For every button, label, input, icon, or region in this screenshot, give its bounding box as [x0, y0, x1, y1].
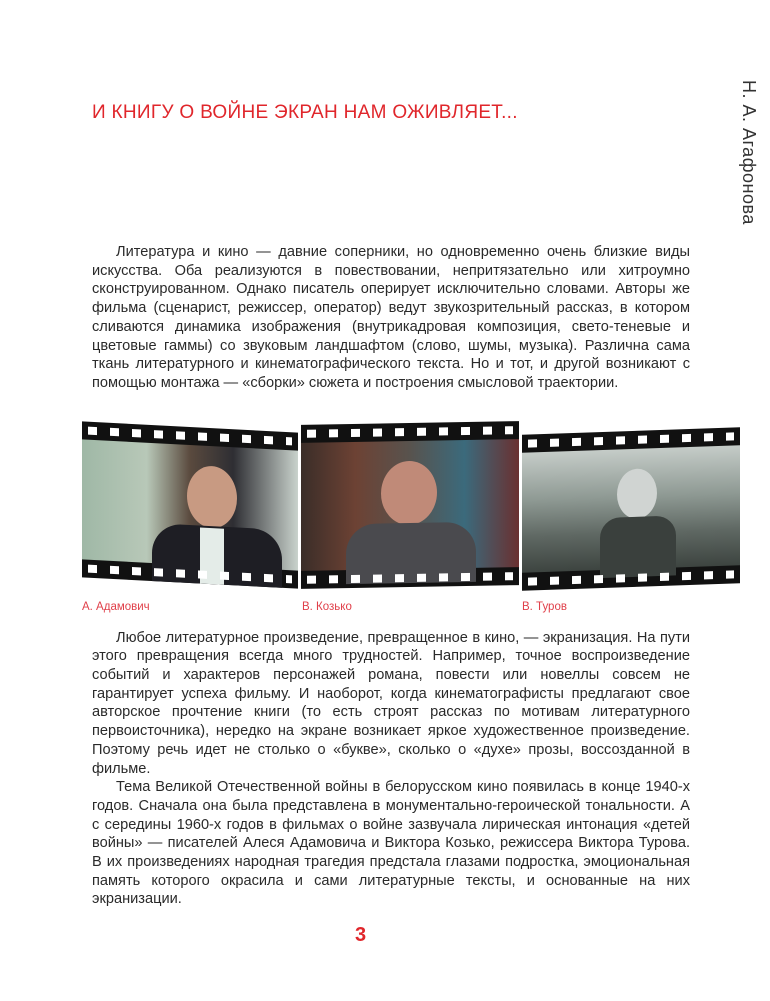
paragraph-3: Тема Великой Отечественной войны в белорусском кино появилась в конце 1940-х годов. Сначала она была представлена в монументально-героической тональности. А с середины 1960-х годов в фильмах о войне зазвучала лирическая интонация «детей войны» — писателей Алеся Адамовича и Виктора Козько, режиссера Виктора Турова. В их произведениях народная трагедия предстала глазами подростка, эмоциональная память которого окрасила и сами литературные тексты, и основанные на них экранизации.: [92, 779, 690, 908]
film-frame-adamovich: [82, 421, 298, 588]
photo-caption: В. Козько: [302, 600, 352, 613]
photo-adamovich: [82, 439, 298, 570]
film-frame-kozko: [301, 421, 519, 589]
film-frame-turov: [522, 427, 740, 591]
paragraph-2: Любое литературное произведение, превращенное в кино, — экранизация. На пути этого превращения всегда много трудностей. Например, точное воспроизведение событий и характеров персонажей романа, повести или новеллы совсем не гарантирует успеха фильму. И наоборот, когда кинематографисты предлагают свое авторское прочтение книги (то есть строят рассказ по мотивам литературного первоисточника), нередко на экране возникает яркое художественное произведение. Поэтому речь идет не столько о «букве», сколько о «духе» прозы, воссозданной в фильме.: [92, 629, 690, 777]
photo-caption: А. Адамович: [82, 600, 150, 613]
photo-captions: [82, 599, 690, 615]
page-number: 3: [355, 924, 367, 947]
film-strip: [82, 419, 740, 597]
film-sprocket-holes: [528, 432, 734, 447]
photo-kozko: [301, 439, 519, 571]
paragraph-1: Литература и кино — давние соперники, но одновременно очень близкие виды искусства. Оба реализуются в повествовании, непритязательно или хитроумно сконструированном. Однако писатель оперирует исключительно словами. Авторы же фильма (сценарист, режиссер, оператор) ведут звукозрительный рассказ, в котором сливаются динамика изображения (внутрикадровая композиция, свето-теневые и цветовые гаммы) со звуковым ландшафтом (слово, шумы, музыка). Различна сама ткань литературного и кинематографического текста. Но и тот, и другой возникают с помощью монтажа — «сборки» сюжета и построения смысловой траектории.: [92, 244, 690, 391]
author-name: Н. А. Агафонова: [739, 80, 759, 225]
photo-turov: [522, 445, 740, 573]
page-title: И КНИГУ О ВОЙНЕ ЭКРАН НАМ ОЖИВЛЯЕТ...: [92, 102, 518, 123]
photo-caption: В. Туров: [522, 600, 567, 613]
film-sprocket-holes: [307, 426, 513, 438]
page-column: [82, 0, 690, 947]
film-sprocket-holes: [307, 572, 513, 584]
